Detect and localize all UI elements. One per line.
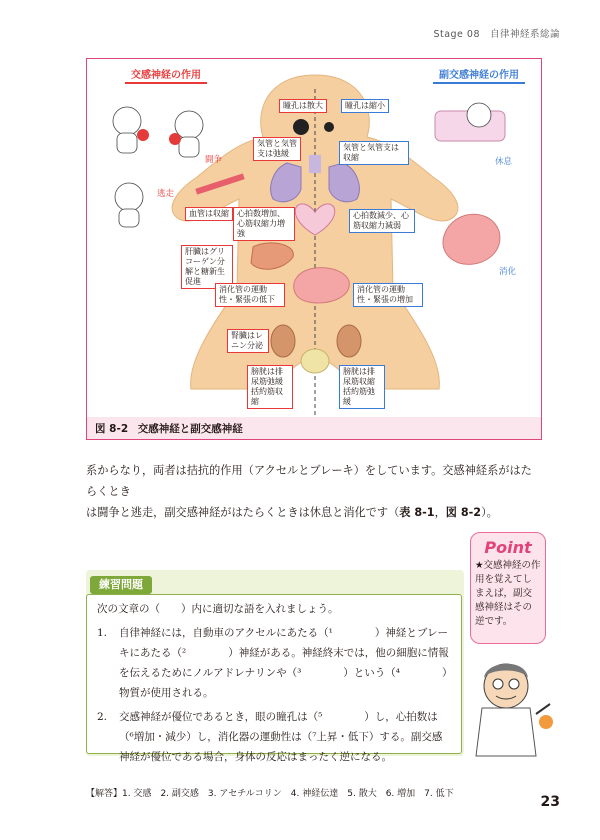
- body-paragraph: [86, 460, 542, 523]
- heart-rate-decrease-label: 心拍数減少、心筋収縮力減弱: [349, 209, 415, 233]
- exercise-item: 2. 交感神経が優位であるとき，眼の瞳孔は（⁵ ）し，心拍数は（⁶増加・減少）し，消化器の運動性は（⁷上昇・低下）する。副交感神経が優位である場合，身体の反応はまったく逆になる。: [97, 711, 443, 763]
- exercise-intro: 次の文章の（ ）内に適切な語を入れましょう。: [97, 603, 339, 615]
- figure-caption: [87, 417, 541, 439]
- bronchi-relax-label: 気管と気管支は弛緩: [253, 137, 301, 161]
- sympathetic-title: 交感神経の作用: [125, 65, 207, 84]
- heart-rate-increase-label: 心拍数増加、心筋収縮力増強: [233, 207, 295, 241]
- exercise-body: [86, 594, 462, 763]
- figure-number: 図 8-2: [95, 423, 129, 435]
- point-title: Point: [484, 538, 532, 557]
- doctor-illustration: [466, 648, 556, 758]
- exercise-heading: 練習問題: [90, 576, 152, 594]
- body-illustration: [87, 59, 543, 441]
- bladder-parasympathetic-label: 膀胱は排尿筋収縮括約筋弛緩: [339, 365, 385, 409]
- pupil-dilate-label: 瞳孔は散大: [279, 99, 327, 113]
- running-header: Stage 08 自律神経系総論: [433, 29, 560, 40]
- fight-label: 闘争: [205, 155, 223, 165]
- figure-ref-link: 図 8-2: [445, 506, 482, 519]
- point-callout: [470, 532, 546, 644]
- exercise-item: 1. 自律神経には，自動車のアクセルにあたる（¹ ）神経とブレーキにあたる（² ）神経がある。神経終末では，他の細胞に情報を伝えるためにノルアドレナリンや（³ ）という（⁴ ）物質が使用される。: [97, 627, 449, 699]
- figure-title: 交感神経と副交感神経: [137, 423, 243, 435]
- body-line-2: は闘争と逃走，副交感神経がはたらくときは休息と消化です（表 8-1，図 8-2）。: [86, 506, 498, 519]
- page-number: 23: [540, 794, 560, 810]
- liver-glycogen-label: 肝臓はグリコーゲン分解と糖新生促進: [181, 245, 233, 289]
- table-ref-link: 表 8-1: [399, 506, 435, 519]
- digest-label: 消化: [499, 267, 517, 277]
- answer-key: 【解答】1. 交感 2. 副交感 3. アセチルコリン 4. 神経伝達 5. 散大 6. 増加 7. 低下: [86, 789, 454, 799]
- vessel-constrict-label: 血管は収縮: [185, 207, 233, 221]
- point-text: ★交感神経の作用を覚えてしまえば，副交感神経はその逆です。: [475, 560, 541, 627]
- gi-motility-decrease-label: 消化管の運動性・緊張の低下: [215, 283, 285, 307]
- rest-label: 休息: [495, 157, 513, 167]
- gi-motility-increase-label: 消化管の運動性・緊張の増加: [353, 283, 423, 307]
- figure-8-2: [86, 58, 542, 440]
- pupil-constrict-label: 瞳孔は縮小: [341, 99, 389, 113]
- exercise-box: [86, 570, 464, 763]
- parasympathetic-title: 副交感神経の作用: [433, 65, 525, 84]
- renin-label: 腎臓はレニン分泌: [227, 329, 269, 353]
- bronchi-constrict-label: 気管と気管支は収縮: [339, 141, 409, 165]
- flight-label: 逃走: [157, 189, 175, 199]
- bladder-sympathetic-label: 膀胱は排尿筋弛緩括約筋収縮: [247, 365, 293, 409]
- body-line-1: 系からなり，両者は拮抗的作用（アクセルとブレーキ）をしています。交感神経系がはたらくとき: [86, 464, 532, 498]
